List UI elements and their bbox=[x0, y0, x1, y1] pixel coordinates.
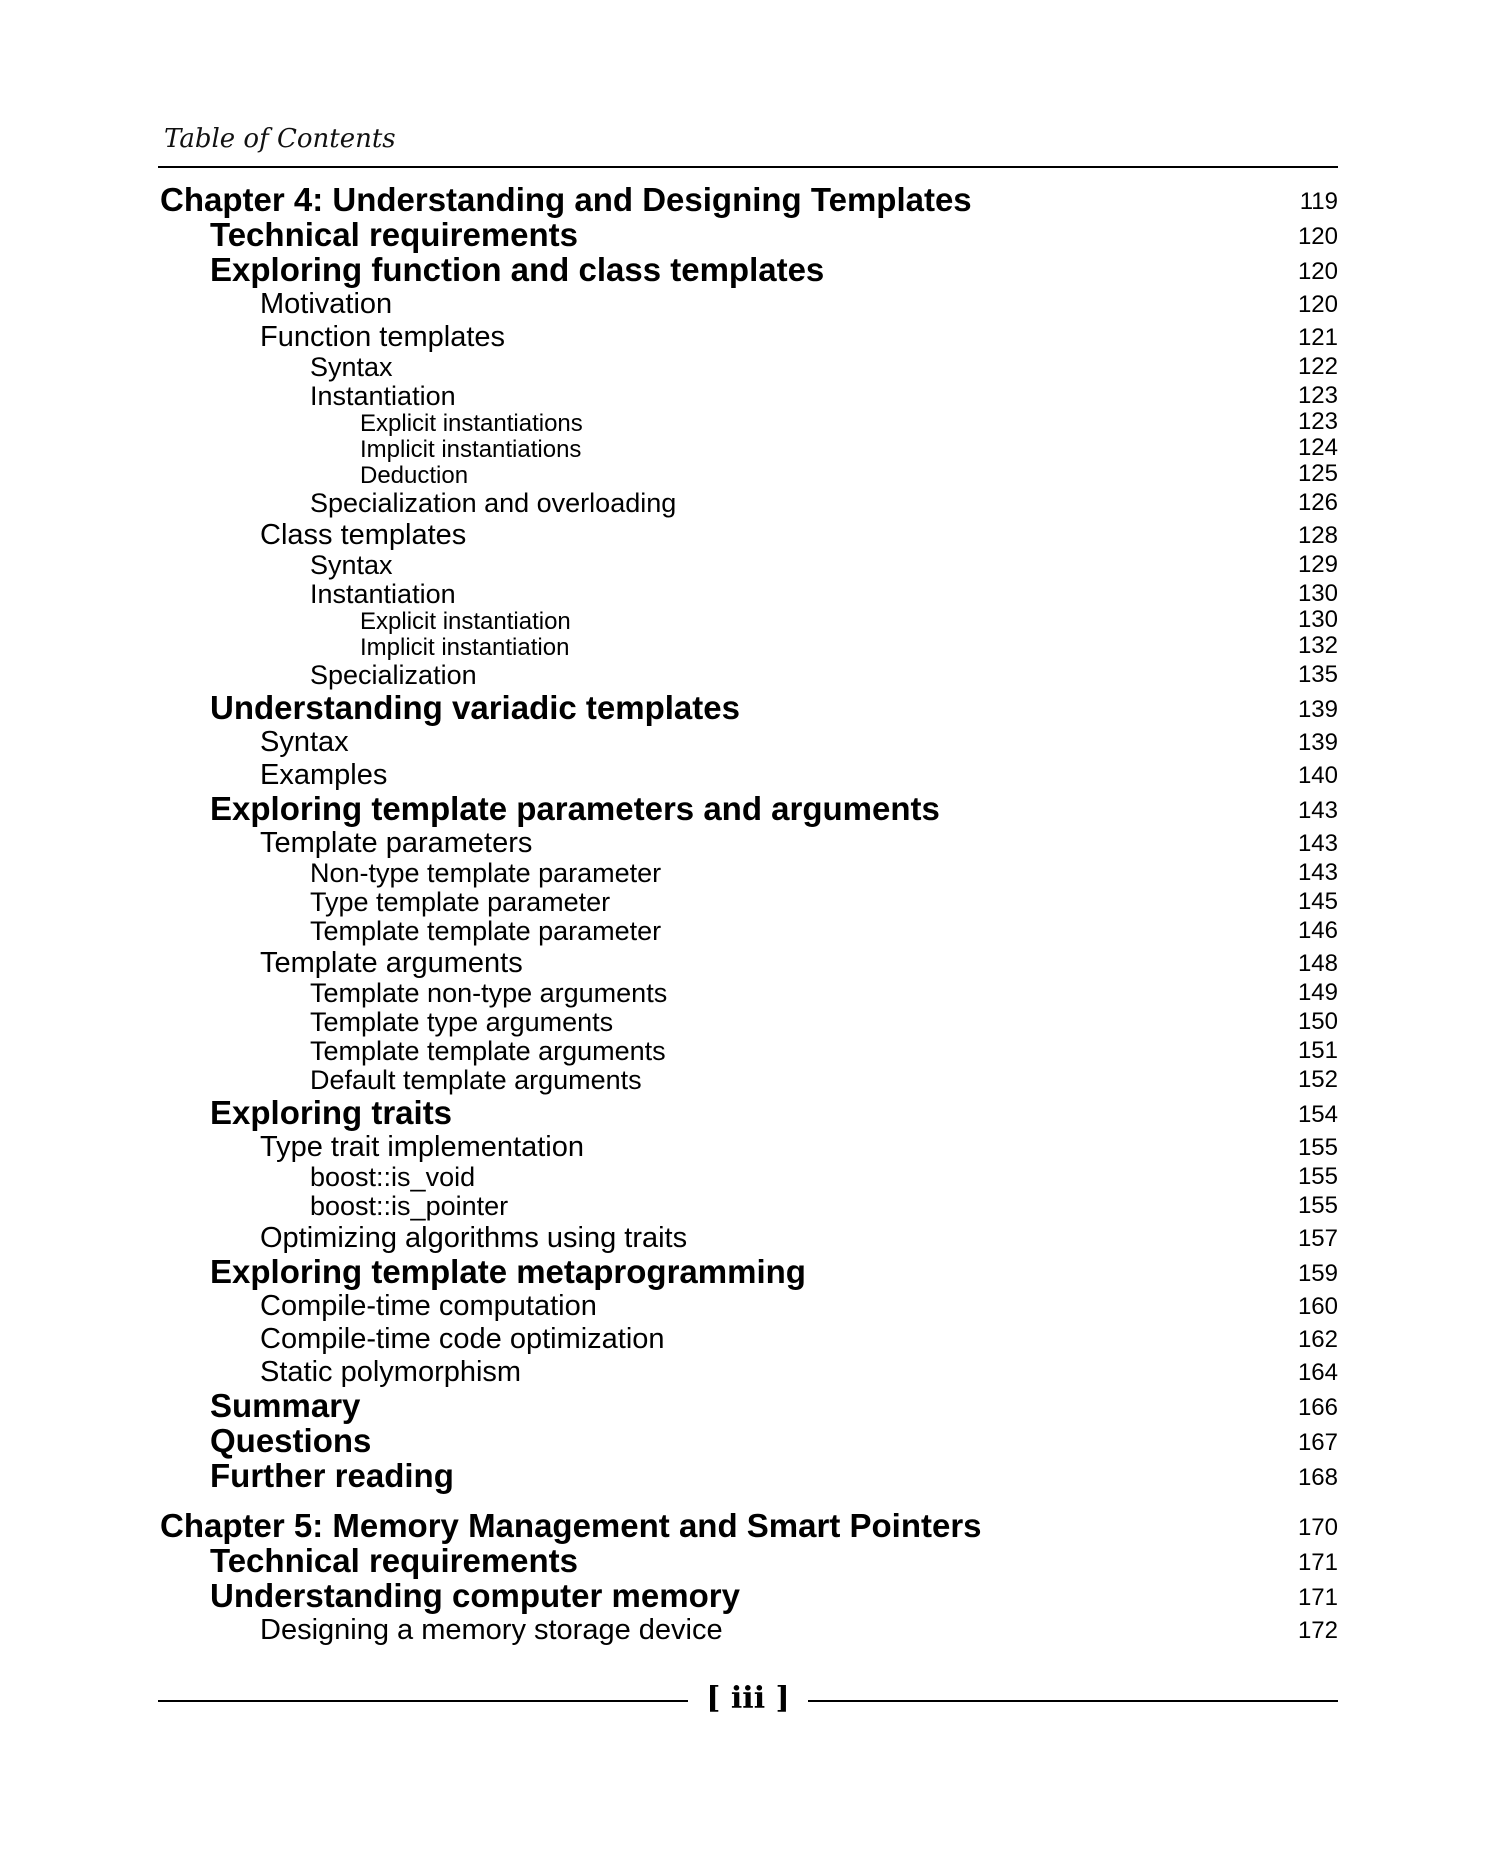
footer-rule-right bbox=[808, 1700, 1338, 1702]
toc-entry-page: 162 bbox=[1297, 1326, 1338, 1353]
toc-entry-page: 130 bbox=[1297, 580, 1338, 607]
toc-entry-page: 130 bbox=[1297, 606, 1338, 633]
toc-entry-title: Technical requirements bbox=[210, 216, 579, 253]
toc-entry-title: Template type arguments bbox=[310, 1007, 614, 1037]
toc-entry-title: Implicit instantiation bbox=[360, 634, 570, 661]
toc-entry-title: Default template arguments bbox=[310, 1065, 642, 1095]
toc-entry-title: Template parameters bbox=[260, 827, 533, 859]
toc-entry-title: Template template arguments bbox=[310, 1036, 666, 1066]
toc-entry-page: 120 bbox=[1297, 291, 1338, 318]
toc-entry-page: 154 bbox=[1297, 1101, 1338, 1128]
toc-entry-page: 150 bbox=[1297, 1008, 1338, 1035]
toc-chapter-entry[interactable] bbox=[160, 176, 1338, 216]
toc-entry-page: 119 bbox=[1299, 188, 1338, 215]
toc-entry-page: 143 bbox=[1297, 859, 1338, 886]
toc-entry-title: Chapter 4: Understanding and Designing Templates bbox=[160, 181, 972, 218]
toc-entry-title: Instantiation bbox=[310, 381, 456, 411]
toc-entry-page: 146 bbox=[1297, 917, 1338, 944]
toc-entry-title: Optimizing algorithms using traits bbox=[260, 1222, 688, 1254]
toc-entry-title: Instantiation bbox=[310, 579, 456, 609]
toc-entry[interactable] bbox=[160, 1452, 1338, 1492]
toc-entry-title: Understanding variadic templates bbox=[210, 689, 740, 726]
toc-entry-title: Compile-time computation bbox=[260, 1290, 597, 1322]
toc-entry-title: Type trait implementation bbox=[260, 1131, 584, 1163]
toc-entry-title: Exploring template parameters and arguments bbox=[210, 790, 940, 827]
toc-entry[interactable] bbox=[160, 1213, 1338, 1253]
toc-entry[interactable] bbox=[160, 211, 1338, 251]
toc-entry-title: Non-type template parameter bbox=[310, 858, 662, 888]
toc-entry-title: boost::is_pointer bbox=[310, 1191, 509, 1221]
toc-entry-page: 152 bbox=[1297, 1066, 1338, 1093]
header-rule bbox=[158, 166, 1338, 168]
toc-entry-title: Questions bbox=[210, 1422, 372, 1459]
toc-entry-page: 170 bbox=[1297, 1514, 1338, 1541]
toc-entry-page: 172 bbox=[1297, 1617, 1338, 1644]
toc-entry-title: Class templates bbox=[260, 519, 467, 551]
toc-entry-page: 123 bbox=[1297, 382, 1338, 409]
page-number: [ iii ] bbox=[706, 1681, 790, 1716]
toc-chapter-entry[interactable] bbox=[160, 1502, 1338, 1542]
toc-entry[interactable] bbox=[160, 1347, 1338, 1387]
toc-entry-title: Template template parameter bbox=[310, 916, 662, 946]
toc-entry-page: 123 bbox=[1297, 408, 1338, 435]
toc-entry-page: 149 bbox=[1297, 979, 1338, 1006]
page-footer bbox=[158, 1680, 1338, 1720]
toc-entry-page: 129 bbox=[1297, 551, 1338, 578]
toc-entry-page: 143 bbox=[1297, 797, 1338, 824]
toc-entry-title: Type template parameter bbox=[310, 887, 611, 917]
toc-entry[interactable] bbox=[160, 1054, 1338, 1094]
toc-entry-page: 135 bbox=[1297, 661, 1338, 688]
toc-entry[interactable] bbox=[160, 649, 1338, 689]
toc-entry-page: 139 bbox=[1297, 729, 1338, 756]
toc-entry-page: 171 bbox=[1297, 1549, 1338, 1576]
toc-entry[interactable] bbox=[160, 1605, 1338, 1645]
toc-entry-title: Further reading bbox=[210, 1457, 454, 1494]
toc-entry-page: 159 bbox=[1297, 1260, 1338, 1287]
toc-entry-title: Exploring template metaprogramming bbox=[210, 1253, 806, 1290]
toc-entry-page: 155 bbox=[1297, 1134, 1338, 1161]
toc-entry[interactable] bbox=[160, 1537, 1338, 1577]
toc-entry-page: 145 bbox=[1297, 888, 1338, 915]
toc-entry-page: 124 bbox=[1297, 434, 1338, 461]
toc-entry-page: 139 bbox=[1297, 696, 1338, 723]
toc-entry-page: 120 bbox=[1297, 258, 1338, 285]
toc-entry-page: 155 bbox=[1297, 1163, 1338, 1190]
toc-entry-title: Deduction bbox=[360, 462, 469, 489]
toc-entry-page: 166 bbox=[1297, 1394, 1338, 1421]
toc-entry-title: Exploring function and class templates bbox=[210, 251, 825, 288]
toc-entry-title: Template arguments bbox=[260, 947, 523, 979]
toc-entry-page: 128 bbox=[1297, 522, 1338, 549]
toc-entry-title: Exploring traits bbox=[210, 1094, 453, 1131]
toc-entry-title: Syntax bbox=[310, 352, 393, 382]
toc-entry-title: Summary bbox=[210, 1387, 361, 1424]
toc-entry-page: 140 bbox=[1297, 762, 1338, 789]
toc-entry-title: Motivation bbox=[260, 288, 393, 320]
toc-entry-page: 122 bbox=[1297, 353, 1338, 380]
toc-entry-title: Chapter 5: Memory Management and Smart Pointers bbox=[160, 1507, 982, 1544]
toc-entry-title: Implicit instantiations bbox=[360, 436, 582, 463]
toc-entry-page: 160 bbox=[1297, 1293, 1338, 1320]
toc-entry-title: Explicit instantiation bbox=[360, 608, 571, 635]
toc-entry-title: Designing a memory storage device bbox=[260, 1614, 723, 1646]
toc-entry-title: Syntax bbox=[260, 726, 349, 758]
toc-entry-page: 171 bbox=[1297, 1584, 1338, 1611]
toc-entry-title: Compile-time code optimization bbox=[260, 1323, 665, 1355]
toc-entry-title: boost::is_void bbox=[310, 1162, 476, 1192]
toc-entry[interactable] bbox=[160, 1382, 1338, 1422]
toc-entry-page: 126 bbox=[1297, 489, 1338, 516]
toc-entry[interactable] bbox=[160, 750, 1338, 790]
toc-entry-page: 121 bbox=[1297, 324, 1338, 351]
toc-entry-page: 164 bbox=[1297, 1359, 1338, 1386]
footer-rule-left bbox=[158, 1700, 688, 1702]
toc-entry-page: 125 bbox=[1297, 460, 1338, 487]
toc-entry-title: Technical requirements bbox=[210, 1542, 579, 1579]
toc-entry-page: 151 bbox=[1297, 1037, 1338, 1064]
toc-entry-title: Specialization bbox=[310, 660, 477, 690]
toc-entry-title: Understanding computer memory bbox=[210, 1577, 740, 1614]
toc-entry-title: Syntax bbox=[310, 550, 393, 580]
toc-entry-title: Specialization and overloading bbox=[310, 488, 677, 518]
running-header: Table of Contents bbox=[164, 124, 396, 154]
toc-entry-page: 157 bbox=[1297, 1225, 1338, 1252]
table-of-contents bbox=[160, 181, 1338, 1646]
toc-entry-page: 143 bbox=[1297, 830, 1338, 857]
toc-entry-title: Static polymorphism bbox=[260, 1356, 522, 1388]
toc-entry-page: 168 bbox=[1297, 1464, 1338, 1491]
toc-entry-page: 120 bbox=[1297, 223, 1338, 250]
toc-entry-title: Examples bbox=[260, 759, 388, 791]
toc-entry-page: 132 bbox=[1297, 632, 1338, 659]
toc-entry-page: 148 bbox=[1297, 950, 1338, 977]
toc-entry-title: Explicit instantiations bbox=[360, 410, 583, 437]
toc-entry-title: Template non-type arguments bbox=[310, 978, 668, 1008]
toc-entry-title: Function templates bbox=[260, 321, 506, 353]
toc-entry-page: 167 bbox=[1297, 1429, 1338, 1456]
toc-entry-page: 155 bbox=[1297, 1192, 1338, 1219]
toc-entry[interactable] bbox=[160, 1417, 1338, 1457]
